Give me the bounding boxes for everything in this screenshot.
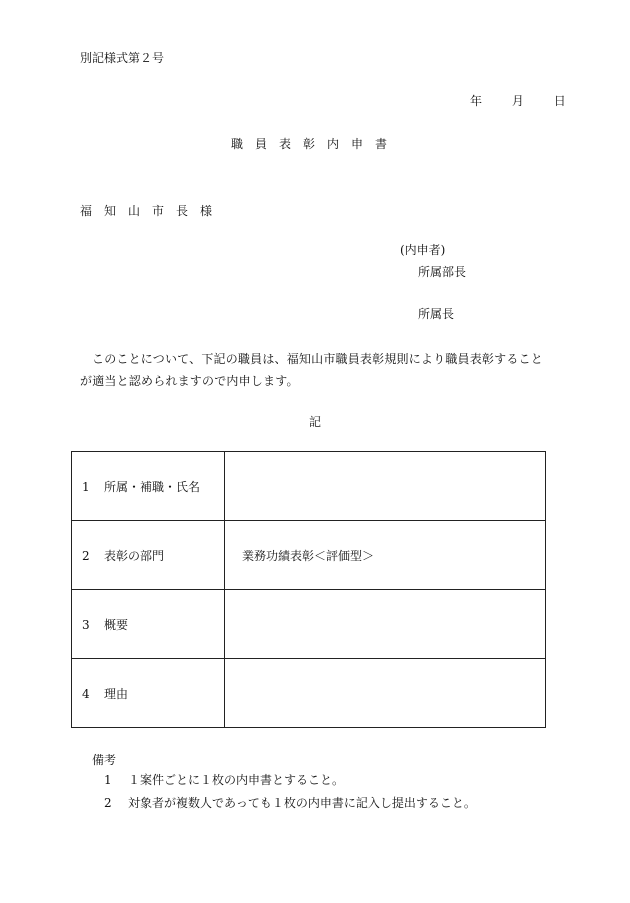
row-number: 3 [82,617,90,632]
date-line [470,93,566,109]
affiliation-name-field[interactable] [225,452,546,521]
record-table [71,451,546,728]
row-label [72,521,225,590]
form-number: 別記様式第２号 [80,51,165,65]
body-paragraph: このことについて、下記の職員は、福知山市職員表彰規則により職員表彰することが適当と認められますので内申します。 [80,352,543,388]
row-number: 2 [82,548,90,563]
department-head-label: 所属部長 [418,265,467,279]
table-row [72,521,546,590]
table-row [72,452,546,521]
ki-heading: 記 [308,415,321,429]
table-row [72,659,546,728]
note-text: 対象者が複数人であっても１枚の内申書に記入し提出すること。 [128,796,476,810]
row-label [72,590,225,659]
note-number: 1 [104,773,112,787]
document-title: 職員表彰内申書 [230,137,399,151]
note-text: １案件ごとに１枚の内申書とすること。 [128,773,345,787]
row-label [72,659,225,728]
note-number: 2 [104,796,112,810]
row-label-text: 表彰の部門 [104,548,165,563]
award-category-field[interactable]: 業務功績表彰＜評価型＞ [225,521,546,590]
date-month: 月 [511,94,524,108]
office-head-label: 所属長 [418,307,455,321]
applicant-label: (内申者) [400,243,446,257]
row-label-text: 概要 [104,617,129,632]
date-year: 年 [470,94,483,108]
row-label [72,452,225,521]
notes-heading: 備考 [92,753,117,767]
summary-field[interactable] [225,590,546,659]
row-label-text: 所属・補職・氏名 [104,479,201,494]
note-item [104,795,476,811]
table-row [72,590,546,659]
row-label-text: 理由 [104,686,129,701]
reason-field[interactable] [225,659,546,728]
addressee: 福知山市長様 [80,204,225,218]
row-number: 4 [82,686,90,701]
note-item [104,772,344,788]
row-number: 1 [82,479,90,494]
date-day: 日 [553,94,566,108]
